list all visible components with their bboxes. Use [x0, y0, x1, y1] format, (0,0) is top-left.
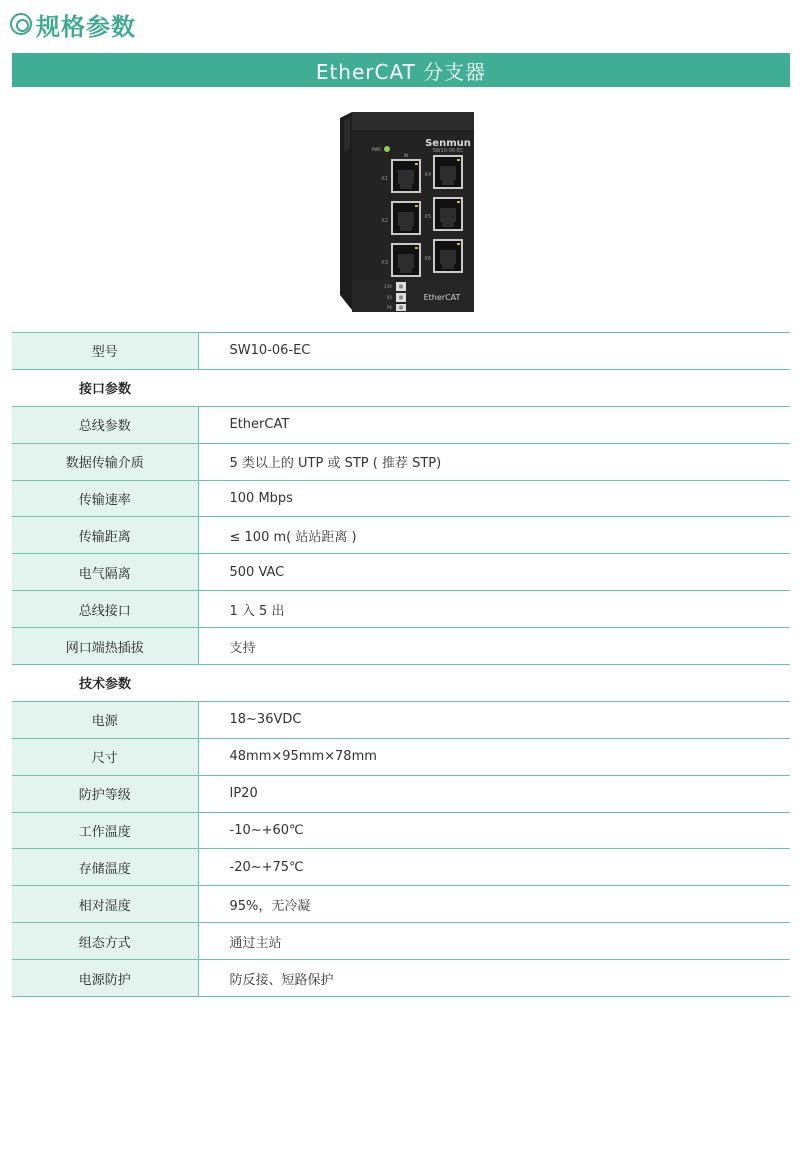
table-row	[12, 554, 790, 591]
ethernet-port-icon	[392, 160, 420, 192]
table-row	[12, 812, 790, 849]
ethernet-port-icon	[392, 202, 420, 234]
spec-value: -20~+75℃	[198, 849, 790, 886]
spec-value: ≤ 100 m( 站站距离 )	[198, 517, 790, 554]
ethernet-port-icon	[392, 244, 420, 276]
svg-text:X1: X1	[381, 176, 388, 182]
spec-value: 通过主站	[198, 923, 790, 960]
svg-text:X3: X3	[381, 260, 388, 266]
section-label: 接口参数	[12, 369, 198, 406]
svg-text:X4: X4	[424, 172, 431, 178]
spec-table-body	[12, 333, 790, 997]
spec-key: 电源防护	[12, 960, 198, 997]
spec-value: 支持	[198, 628, 790, 665]
spec-value: SW10-06-EC	[198, 333, 790, 370]
brand-text: Senmun	[425, 138, 471, 149]
table-row	[12, 480, 790, 517]
spec-key: 总线参数	[12, 406, 198, 443]
spec-key: 电气隔离	[12, 554, 198, 591]
power-led-icon	[384, 146, 390, 152]
spec-key: 数据传输介质	[12, 443, 198, 480]
table-row	[12, 628, 790, 665]
spec-table	[12, 332, 790, 997]
table-row	[12, 443, 790, 480]
spec-value	[198, 665, 790, 702]
section-title: 规格参数	[36, 12, 136, 41]
table-row	[12, 406, 790, 443]
svg-text:IN: IN	[404, 153, 409, 158]
spec-value: 48mm×95mm×78mm	[198, 738, 790, 775]
ethernet-port-icon	[434, 198, 462, 230]
ethernet-port-icon	[434, 156, 462, 188]
spec-value: 1 入 5 出	[198, 591, 790, 628]
product-title: EtherCAT 分支器	[315, 59, 487, 84]
spec-key: 电源	[12, 701, 198, 738]
section-heading	[10, 6, 136, 42]
spec-key: 网口端热插拔	[12, 628, 198, 665]
spec-value: -10~+60℃	[198, 812, 790, 849]
spec-key: 尺寸	[12, 738, 198, 775]
svg-text:0V: 0V	[386, 295, 392, 300]
spec-key: 传输距离	[12, 517, 198, 554]
model-text: SW10-06-EC	[432, 148, 464, 154]
spec-value: 95%，无冷凝	[198, 886, 790, 923]
svg-text:X6: X6	[424, 256, 431, 262]
spec-value: 500 VAC	[198, 554, 790, 591]
svg-text:PE: PE	[387, 305, 392, 310]
spec-key: 型号	[12, 333, 198, 370]
section-row	[12, 665, 790, 702]
ethercat-logo-text: EtherCAT	[423, 293, 461, 302]
circle-icon	[10, 13, 32, 35]
spec-key: 传输速率	[12, 480, 198, 517]
table-row	[12, 960, 790, 997]
spec-key: 防护等级	[12, 775, 198, 812]
section-label: 技术参数	[12, 665, 198, 702]
spec-key: 组态方式	[12, 923, 198, 960]
table-row	[12, 923, 790, 960]
svg-text:X2: X2	[381, 218, 388, 224]
spec-key: 总线接口	[12, 591, 198, 628]
svg-text:24V: 24V	[384, 284, 392, 289]
spec-value: 防反接、短路保护	[198, 960, 790, 997]
table-row	[12, 775, 790, 812]
svg-text:X5: X5	[424, 214, 431, 220]
spec-value: IP20	[198, 775, 790, 812]
spec-key: 工作温度	[12, 812, 198, 849]
table-row	[12, 849, 790, 886]
spec-value: EtherCAT	[198, 406, 790, 443]
table-row	[12, 738, 790, 775]
spec-key: 相对湿度	[12, 886, 198, 923]
product-title-banner	[12, 53, 790, 87]
table-row	[12, 886, 790, 923]
power-terminal-icon	[396, 282, 406, 311]
product-image	[330, 110, 480, 325]
section-row	[12, 369, 790, 406]
spec-value: 18~36VDC	[198, 701, 790, 738]
spec-value	[198, 369, 790, 406]
table-row	[12, 333, 790, 370]
table-row	[12, 591, 790, 628]
svg-text:PWR: PWR	[371, 147, 381, 152]
spec-value: 5 类以上的 UTP 或 STP ( 推荐 STP)	[198, 443, 790, 480]
spec-key: 存储温度	[12, 849, 198, 886]
table-row	[12, 701, 790, 738]
ethernet-port-icon	[434, 240, 462, 272]
spec-value: 100 Mbps	[198, 480, 790, 517]
table-row	[12, 517, 790, 554]
